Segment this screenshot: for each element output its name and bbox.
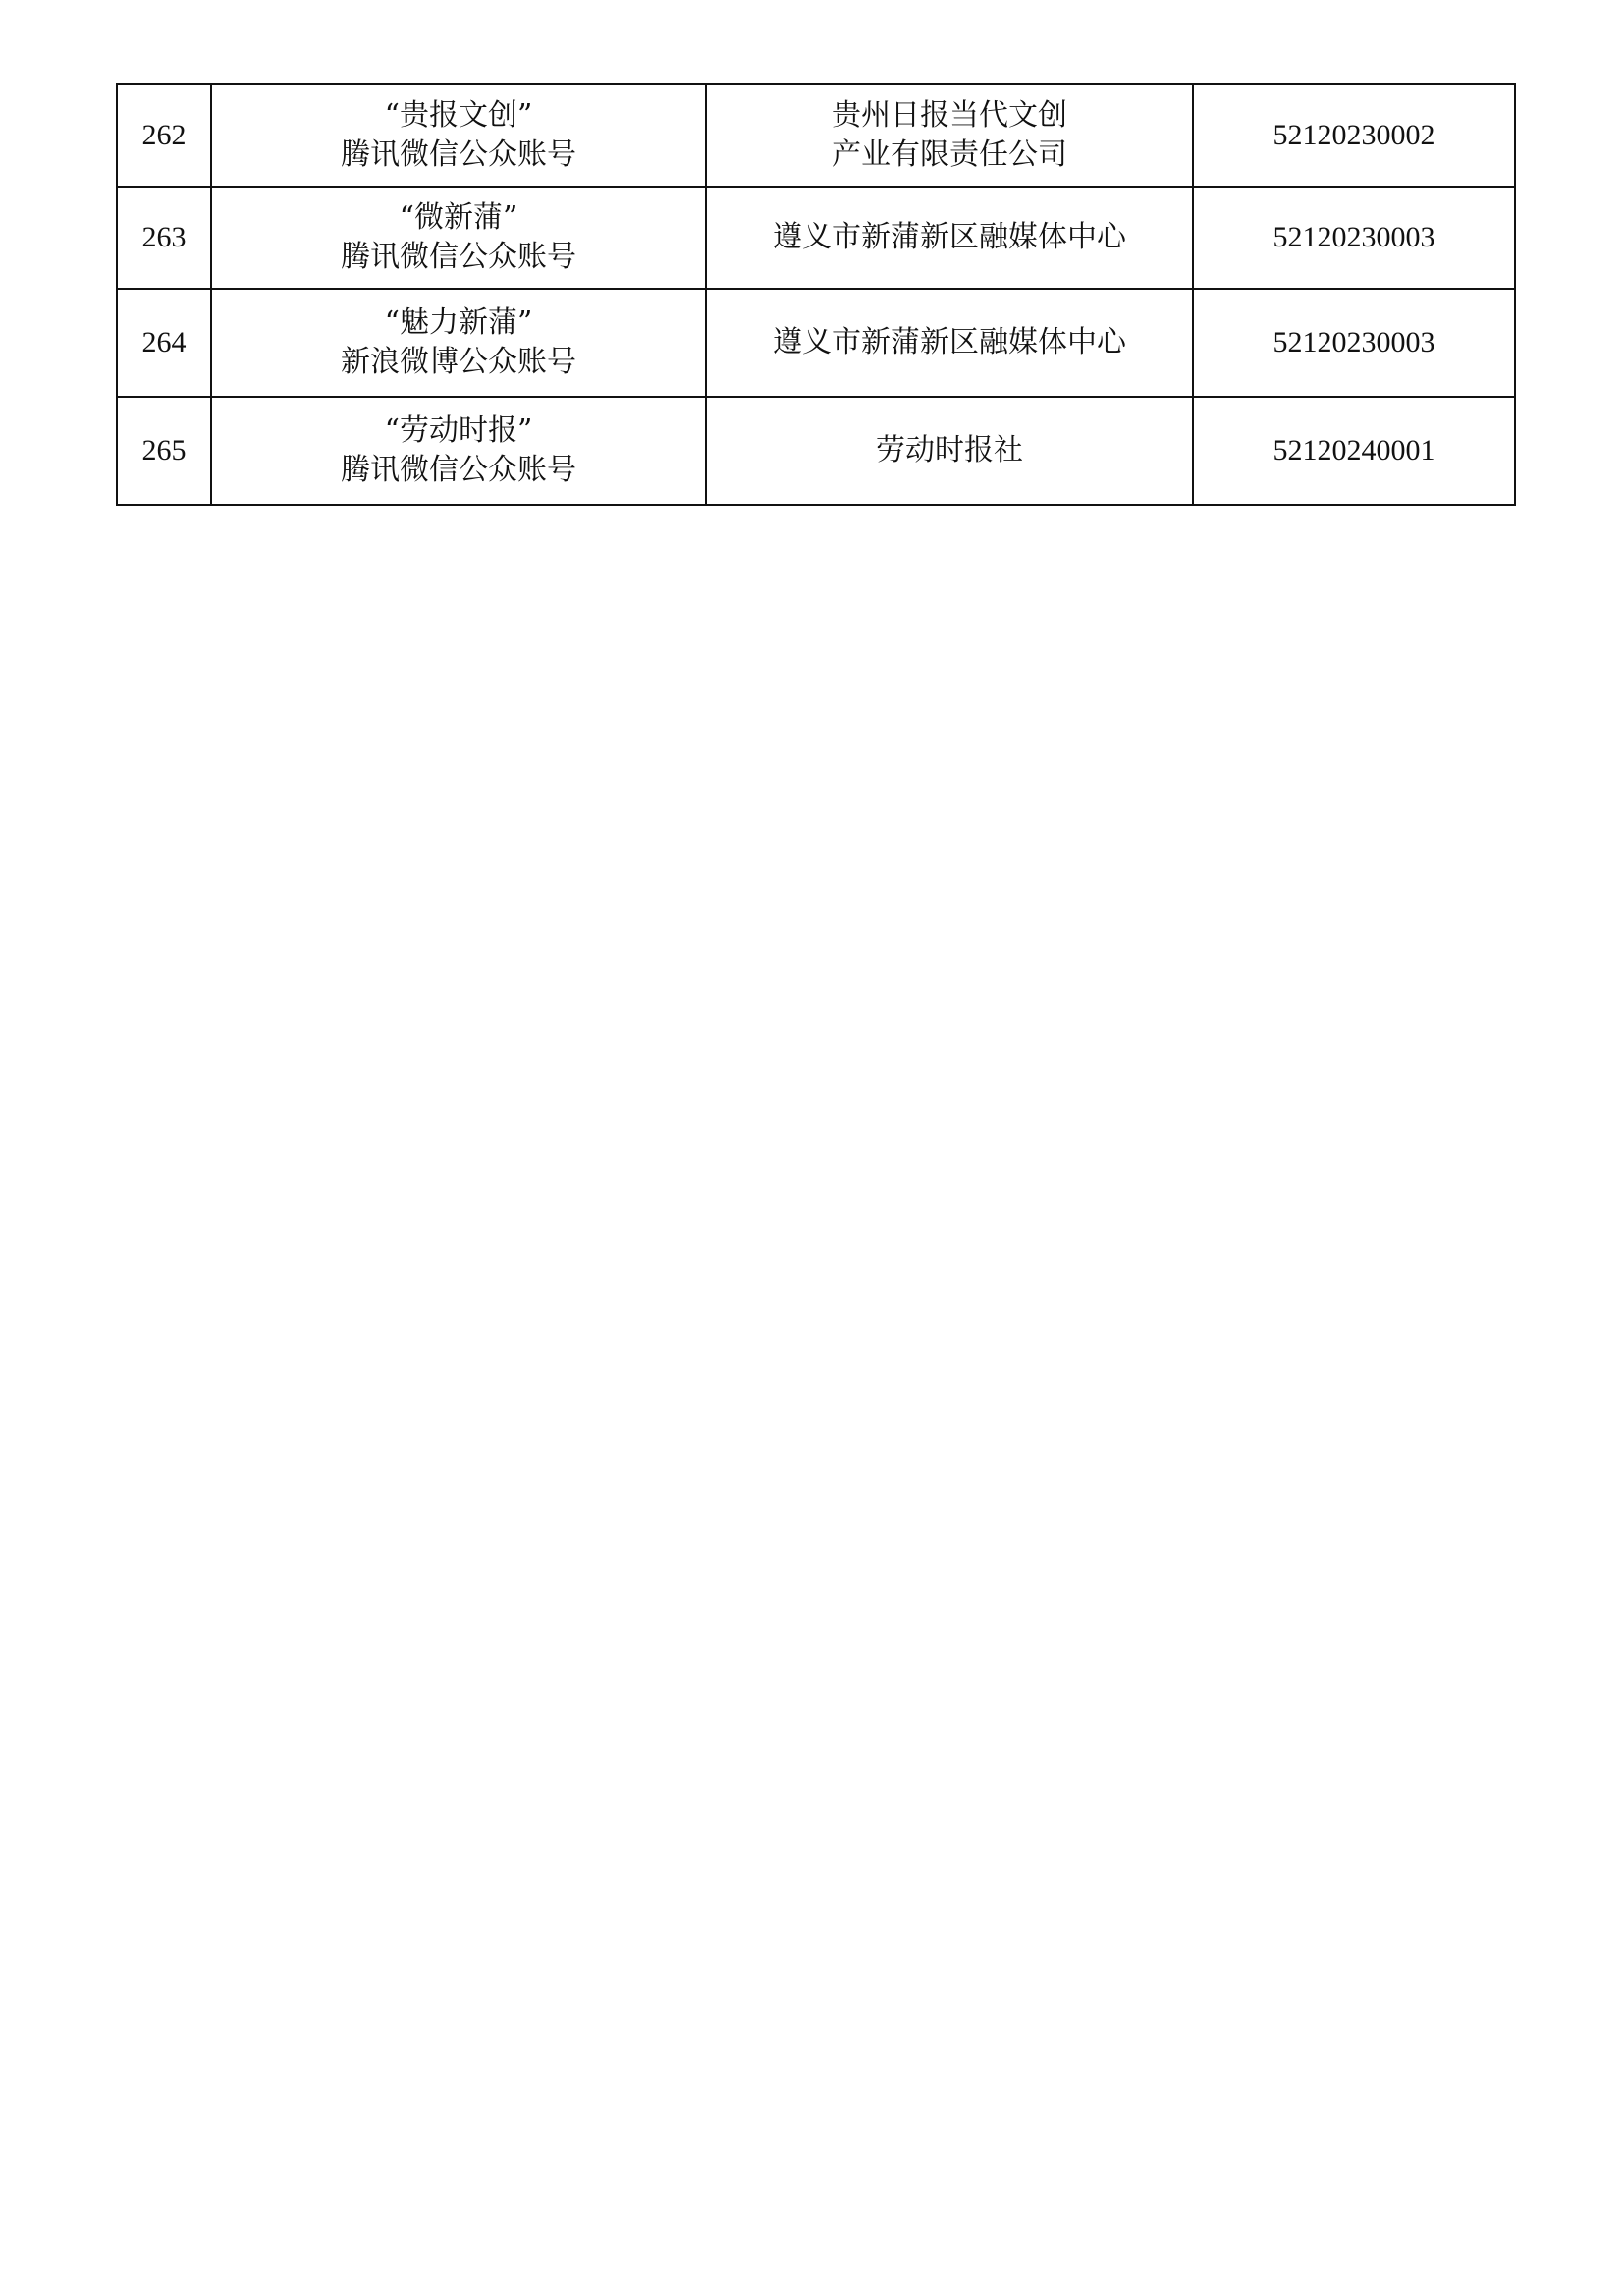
account-name: “魅力新蒲” — [384, 305, 533, 340]
account-platform: 腾讯微信公众账号 — [341, 240, 576, 274]
registry-table — [116, 83, 1516, 506]
account-platform: 新浪微博公众账号 — [341, 345, 576, 379]
table-row — [117, 187, 1515, 289]
row-index: 263 — [117, 187, 211, 289]
registration-code: 52120230002 — [1193, 84, 1515, 187]
organization-cell — [706, 84, 1193, 187]
organization-cell — [706, 397, 1193, 505]
registration-code: 52120230003 — [1193, 289, 1515, 397]
organization-line: 遵义市新蒲新区融媒体中心 — [773, 325, 1126, 359]
account-cell — [211, 84, 706, 187]
organization-cell — [706, 289, 1193, 397]
account-platform: 腾讯微信公众账号 — [341, 453, 576, 487]
registration-code: 52120230003 — [1193, 187, 1515, 289]
table-row — [117, 84, 1515, 187]
table-row — [117, 397, 1515, 505]
account-name: “贵报文创” — [384, 98, 533, 133]
row-index: 265 — [117, 397, 211, 505]
account-cell — [211, 289, 706, 397]
organization-cell — [706, 187, 1193, 289]
table-row — [117, 289, 1515, 397]
row-index: 262 — [117, 84, 211, 187]
organization-line: 劳动时报社 — [876, 433, 1023, 467]
account-name: “微新蒲” — [399, 200, 518, 235]
organization-line: 遵义市新蒲新区融媒体中心 — [773, 220, 1126, 254]
registration-code: 52120240001 — [1193, 397, 1515, 505]
account-platform: 腾讯微信公众账号 — [341, 137, 576, 172]
organization-line: 贵州日报当代文创 — [832, 98, 1067, 133]
organization-line: 产业有限责任公司 — [832, 137, 1067, 172]
account-name: “劳动时报” — [384, 413, 533, 448]
account-cell — [211, 397, 706, 505]
row-index: 264 — [117, 289, 211, 397]
account-cell — [211, 187, 706, 289]
